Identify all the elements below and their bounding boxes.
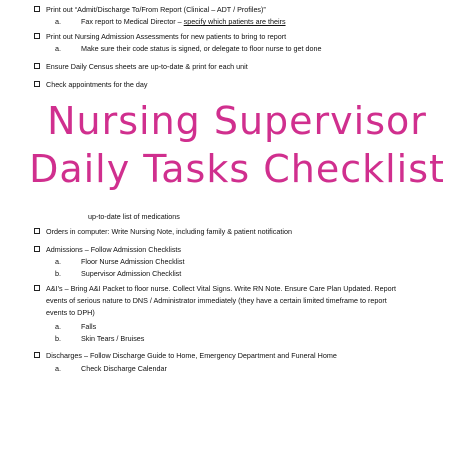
- item-text: Ensure Daily Census sheets are up-to-date & print for each unit: [46, 62, 248, 71]
- sub-item-fax-report: [55, 18, 286, 25]
- underlined-text: specify which patients are theirs: [183, 17, 286, 26]
- page-title-line-1: Nursing Supervisor: [47, 99, 427, 143]
- checkbox[interactable]: [34, 246, 40, 252]
- checkbox[interactable]: [34, 352, 40, 358]
- sub-item-code-status: [55, 45, 322, 52]
- checkbox[interactable]: [34, 63, 40, 69]
- item-text: Print out “Admit/Discharge To/From Report (Clinical – ADT / Profiles)”: [46, 5, 266, 14]
- sub-text: Supervisor Admission Checklist: [81, 269, 182, 278]
- checklist-item-discharges: [34, 352, 337, 359]
- sub-text: Falls: [81, 322, 97, 331]
- sub-letter: a.: [55, 257, 61, 266]
- sub-text: Skin Tears / Bruises: [81, 334, 145, 343]
- item-text: Discharges – Follow Discharge Guide to Home, Emergency Department and Funeral Home: [46, 351, 337, 360]
- page-title-line-2: Daily Tasks Checklist: [29, 147, 445, 191]
- sub-item-floor-nurse-checklist: [55, 258, 184, 265]
- checkbox[interactable]: [34, 81, 40, 87]
- sub-item-skin-tears: [55, 335, 144, 342]
- sub-item-discharge-calendar: [55, 365, 167, 372]
- checklist-item-census: [34, 63, 248, 70]
- checklist-item-print-adt: [34, 6, 266, 13]
- sub-text: Check Discharge Calendar: [81, 364, 167, 373]
- ai-continuation-line-2: events to DPH): [46, 308, 95, 317]
- sub-item-supervisor-checklist: [55, 270, 181, 277]
- sub-item-falls: [55, 323, 96, 330]
- checkbox[interactable]: [34, 285, 40, 291]
- sub-letter: b.: [55, 334, 61, 343]
- sub-text: Make sure their code status is signed, or delegate to floor nurse to get done: [81, 44, 322, 53]
- sub-letter: b.: [55, 269, 61, 278]
- item-text: Orders in computer: Write Nursing Note, including family & patient notification: [46, 227, 292, 236]
- checklist-item-orders: [34, 228, 292, 235]
- sub-letter: a.: [55, 364, 61, 373]
- checklist-item-print-assessments: [34, 33, 286, 40]
- sub-text: Fax report to Medical Director – specify which patients are theirs: [81, 17, 286, 26]
- item-text: A&I’s – Bring A&I Packet to floor nurse. Collect Vital Signs. Write RN Note. Ensure Care Plan Updated. Report: [46, 284, 396, 293]
- item-text: Admissions – Follow Admission Checklists: [46, 245, 182, 254]
- continuation-text: up-to-date list of medications: [88, 212, 180, 221]
- item-text: Print out Nursing Admission Assessments for new patients to bring to report: [46, 32, 287, 41]
- sub-letter: a.: [55, 322, 61, 331]
- checklist-item-ai: [34, 285, 396, 292]
- ai-continuation-line-1: events of serious nature to DNS / Administrator immediately (they have a certain limited timeframe to report: [46, 296, 387, 305]
- checkbox[interactable]: [34, 228, 40, 234]
- sub-letter: a.: [55, 17, 61, 26]
- checkbox[interactable]: [34, 6, 40, 12]
- sub-text: Floor Nurse Admission Checklist: [81, 257, 185, 266]
- checklist-item-admissions: [34, 246, 181, 253]
- checklist-item-appointments: [34, 81, 147, 88]
- item-text: Check appointments for the day: [46, 80, 148, 89]
- sub-letter: a.: [55, 44, 61, 53]
- checkbox[interactable]: [34, 33, 40, 39]
